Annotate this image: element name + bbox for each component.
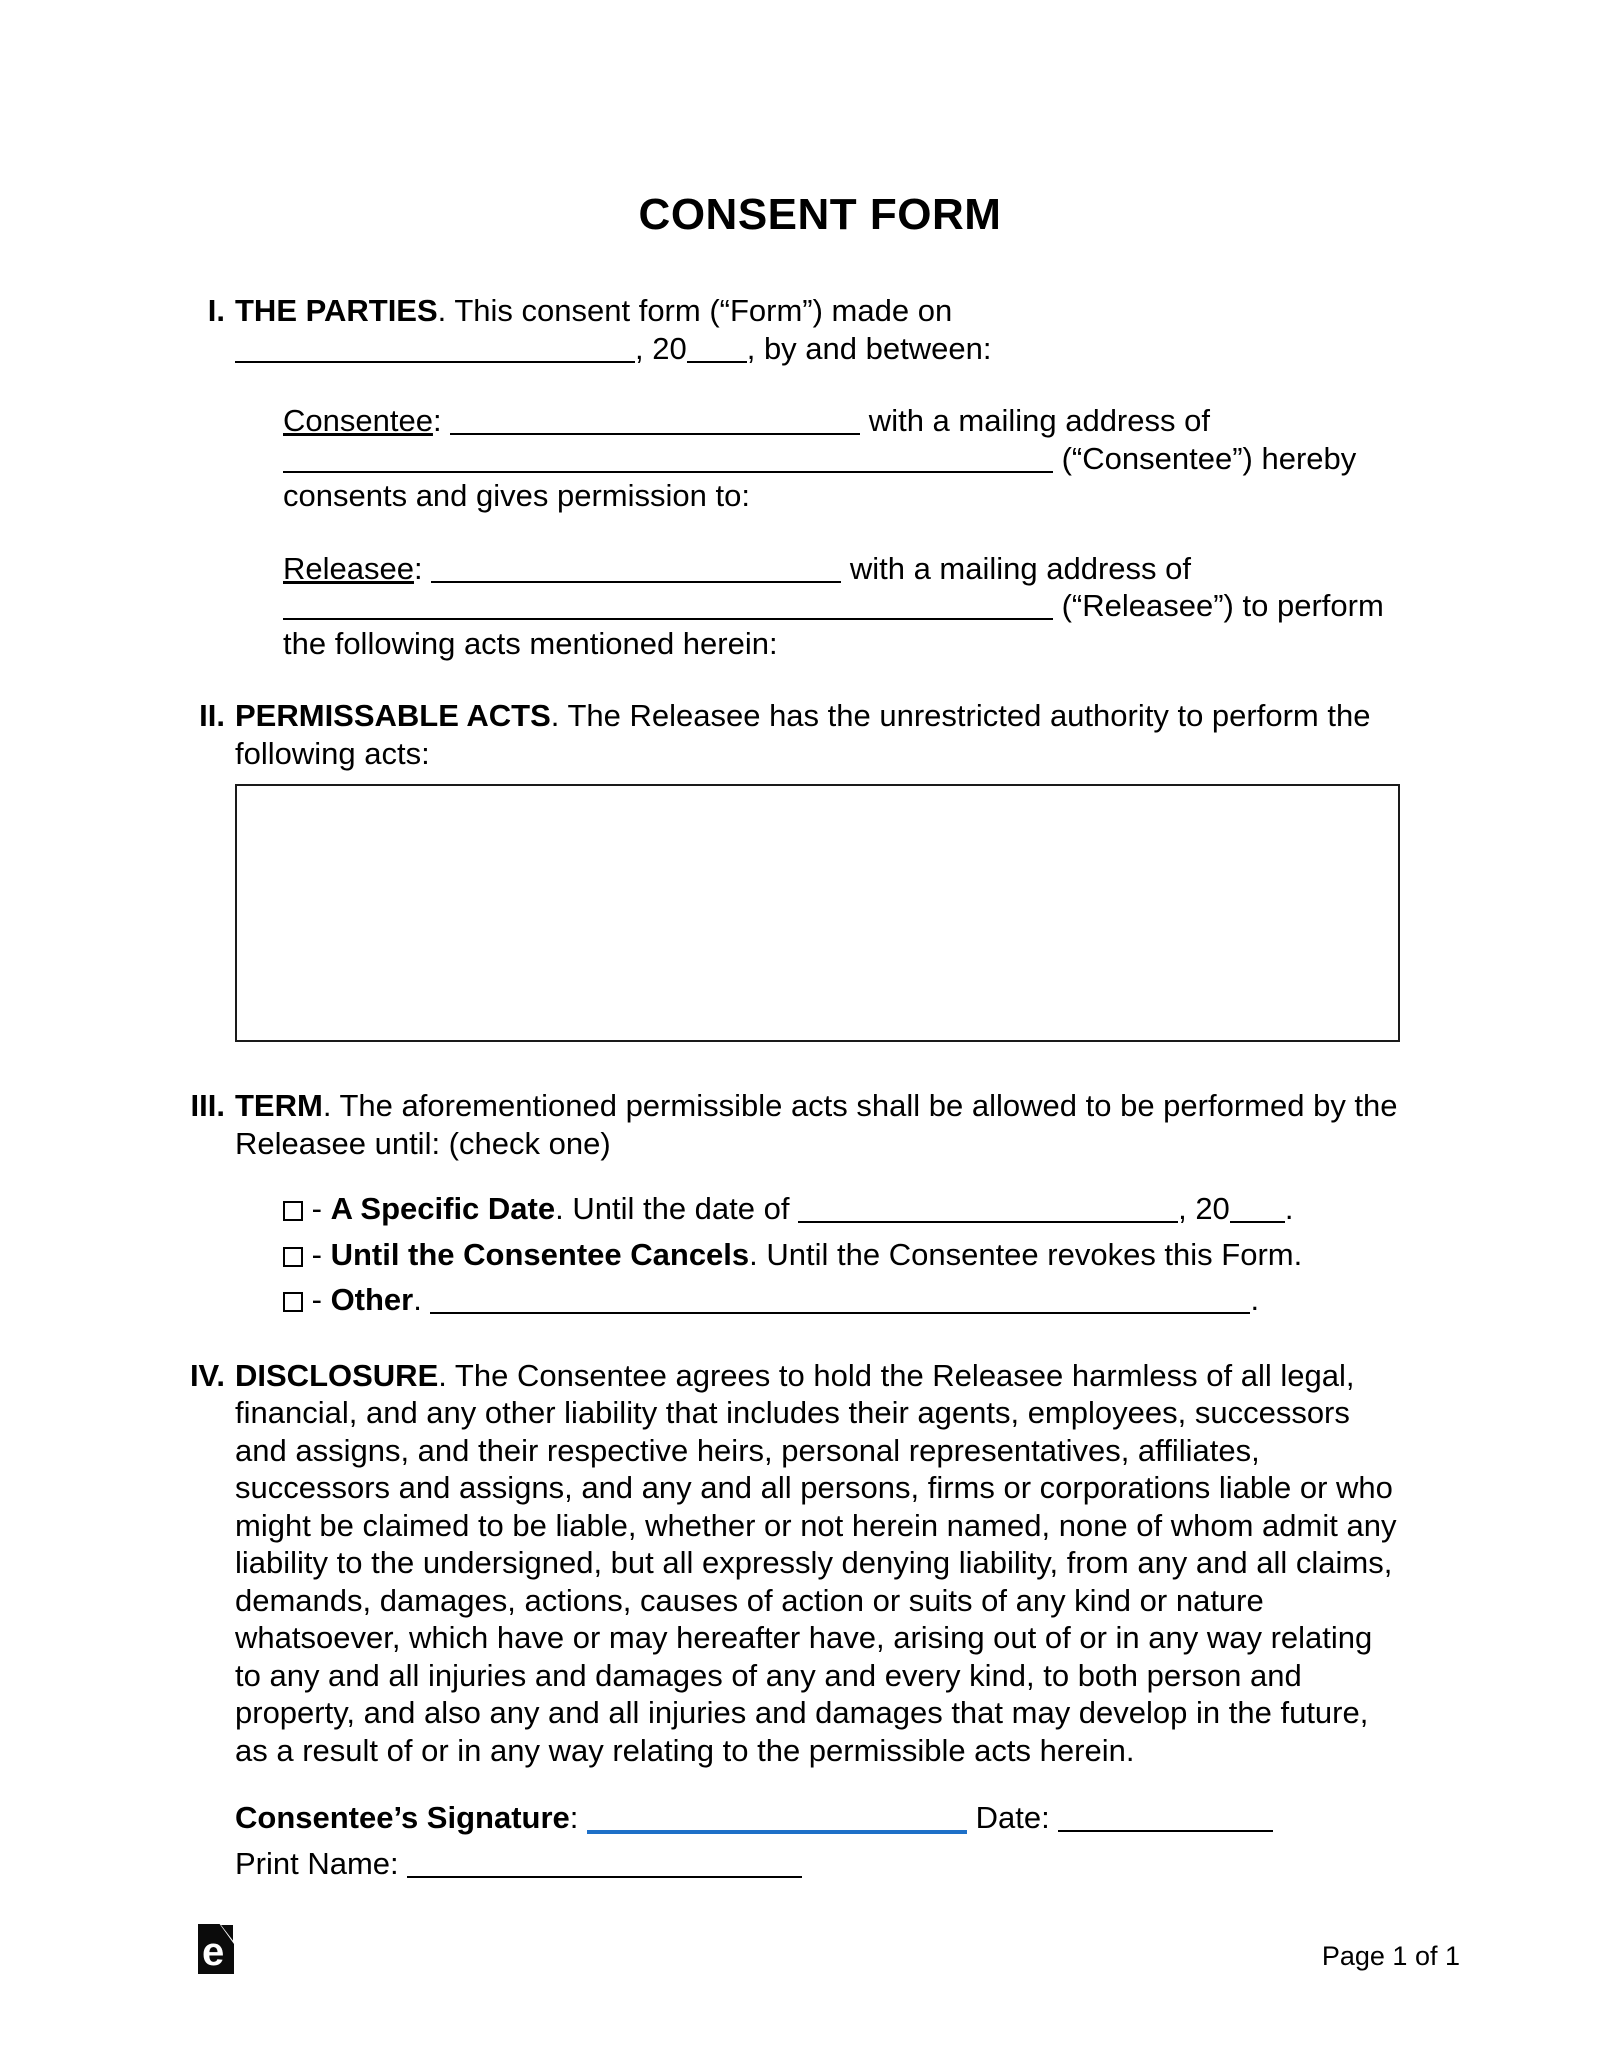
acts-paragraph [235, 697, 1405, 772]
section-number-parties: I. [207, 293, 225, 328]
other-blank[interactable] [430, 1312, 1250, 1314]
signature-block [235, 1799, 1405, 1882]
section-parties [207, 292, 1405, 662]
other-label: Other [330, 1282, 414, 1317]
signature-row [235, 1799, 1405, 1837]
specific-date-checkbox-icon[interactable] [283, 1201, 303, 1221]
consentee-tail-text: (“Consentee”) hereby consents and gives permission to: [283, 440, 1357, 513]
section-number-term: III. [190, 1088, 225, 1123]
specific-date-period: . [1284, 1191, 1294, 1226]
releasee-mid-text: with a mailing address of [841, 550, 1191, 586]
signature-date-blank[interactable] [1058, 1830, 1273, 1832]
parties-intro-paragraph [235, 292, 1405, 367]
releasee-colon: : [413, 550, 432, 586]
logo-letter: e [202, 1930, 225, 1974]
parties-after-year: , by and between: [746, 330, 992, 366]
section-term [190, 1087, 1405, 1319]
specific-date-label: A Specific Date [330, 1191, 556, 1226]
acts-body-text: . The Releasee has the unrestricted authority to perform the following acts: [235, 698, 1371, 771]
parties-heading: THE PARTIES [235, 293, 438, 328]
consentee-signature-field[interactable] [587, 1830, 967, 1834]
permissible-acts-textarea[interactable] [235, 784, 1400, 1042]
consentee-mid-text: with a mailing address of [860, 403, 1210, 438]
specific-date-year-blank[interactable] [1230, 1221, 1285, 1223]
until-cancels-text: . Until the Consentee revokes this Form. [749, 1236, 1303, 1272]
releasee-paragraph [283, 550, 1405, 663]
until-cancels-label: Until the Consentee Cancels [330, 1236, 750, 1272]
disclosure-paragraph [235, 1357, 1405, 1770]
term-body-text: . The aforementioned permissible acts shall be allowed to be performed by the Releasee until: (check one) [235, 1088, 1398, 1161]
disclosure-body-text: . The Consentee agrees to hold the Releasee harmless of all legal, financial, and any other liability that includes their agents, employees, successors and assigns, and their respective heirs, personal representatives, affiliates, successors and assigns, and any and all persons, firms or corporations liable or who might be claimed to be liable, whether or not herein named, none of whom admit any liability to the undersigned, but all expressly denying liability, from any and all claims, demands, damages, actions, causes of action or suits of any kind or nature whatsoever, which have or may hereafter have, arising out of or in any way relating to any and all injuries and damages of any and every kind, to both person and property, and also any and all injuries and damages that may develop in the future, as a result of or in any way relating to the permissible acts herein. [235, 1357, 1397, 1768]
term-option-specific-date [283, 1190, 1405, 1228]
page-title: CONSENT FORM [638, 190, 1002, 239]
releasee-tail-text: (“Releasee”) to perform the following acts mentioned herein: [283, 588, 1384, 661]
disclosure-heading: DISCLOSURE [235, 1357, 439, 1393]
consentee-signature-label: Consentee’s Signature [235, 1800, 570, 1835]
section-permissible-acts [199, 697, 1405, 1042]
print-name-blank[interactable] [407, 1876, 802, 1878]
parties-comma: , [635, 330, 653, 366]
option-dash: - [303, 1191, 331, 1226]
signature-colon: : [569, 1800, 587, 1835]
section-number-disclosure: IV. [189, 1357, 225, 1393]
until-cancels-checkbox-icon[interactable] [283, 1247, 303, 1267]
releasee-address-blank[interactable] [283, 618, 1053, 620]
parties-intro-text: . This consent form (“Form”) made on [437, 293, 953, 328]
other-checkbox-icon[interactable] [283, 1292, 303, 1312]
option-dash: - [303, 1282, 331, 1317]
parties-year-prefix: 20 [652, 330, 687, 366]
option-dash: - [303, 1236, 331, 1272]
term-option-until-cancels [283, 1236, 1405, 1274]
term-option-other [283, 1281, 1405, 1319]
specific-date-year-part: , 20 [1178, 1191, 1230, 1226]
made-on-year-blank[interactable] [687, 361, 747, 363]
section-number-acts: II. [199, 698, 225, 733]
consentee-colon: : [432, 403, 451, 438]
term-paragraph [235, 1087, 1405, 1162]
consentee-paragraph [283, 402, 1405, 515]
acts-heading: PERMISSABLE ACTS [235, 698, 551, 733]
page-number: Page 1 of 1 [1321, 1941, 1460, 1971]
consentee-label: Consentee [283, 403, 433, 438]
releasee-name-blank[interactable] [431, 581, 841, 583]
made-on-date-blank[interactable] [235, 361, 635, 363]
section-disclosure [189, 1357, 1405, 1770]
eforms-logo [198, 1924, 234, 1974]
date-label: Date: [967, 1800, 1059, 1835]
consentee-name-blank[interactable] [450, 433, 860, 435]
other-period: . [1250, 1282, 1260, 1317]
specific-date-text: . Until the date of [555, 1191, 799, 1226]
specific-date-blank[interactable] [798, 1221, 1178, 1223]
consentee-address-blank[interactable] [283, 471, 1053, 473]
term-heading: TERM [235, 1088, 323, 1123]
other-text: . [413, 1282, 431, 1317]
print-name-label: Print Name: [235, 1845, 408, 1881]
print-name-row [235, 1845, 1405, 1883]
releasee-label: Releasee [283, 550, 414, 586]
